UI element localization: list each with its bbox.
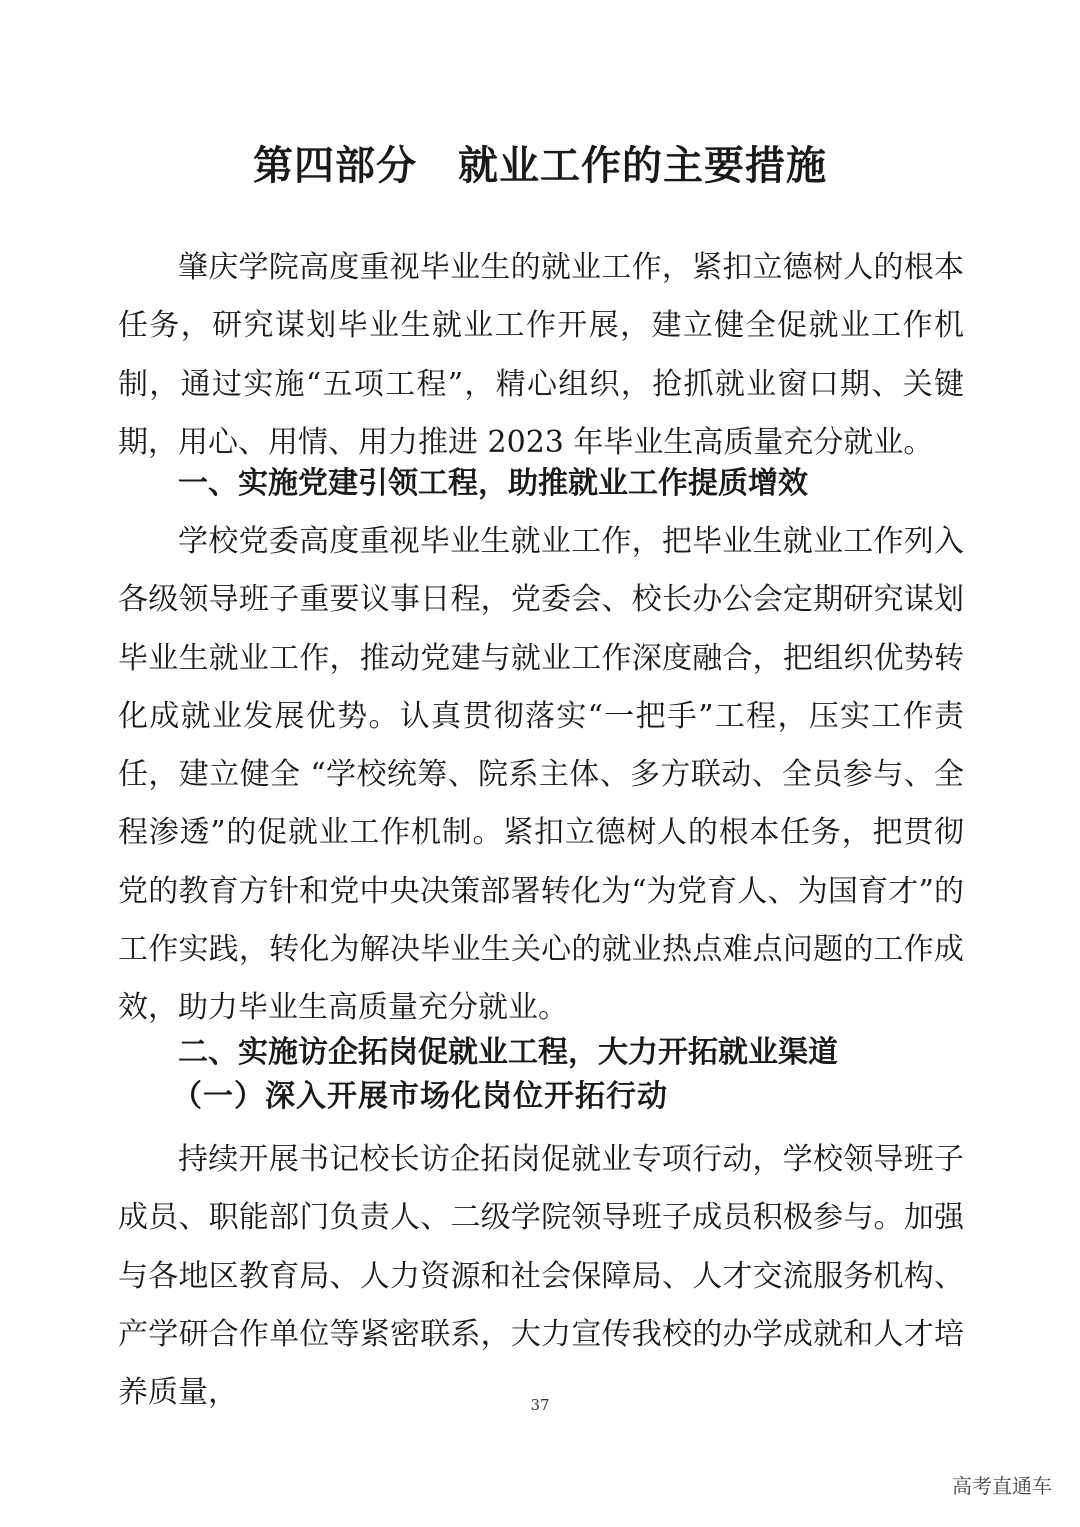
section-1-paragraph: 学校党委高度重视毕业生就业工作，把毕业生就业工作列入各级领导班子重要议事日程，党委会、校长办公会定期研究谋划毕业生就业工作，推动党建与就业工作深度融合，把组织优势转化成就业发展优势。认真贯彻落实“一把手”工程，压实工作责任，建立健全 “学校统筹、院系主体、多方联动、全员参与、全程渗透”的促就业工作机制。紧扣立德树人的根本任务，把贯彻党的教育方针和党中央决策部署转化为“为党育人、为国育才”的工作实践，转化为解决毕业生关心的就业热点难点问题的工作成效，助力毕业生高质量充分就业。 (118, 524, 964, 1026)
section-1-heading: 一、实施党建引领工程，助推就业工作提质增效 (178, 466, 808, 501)
section-2-heading: 二、实施访企拓岗促就业工程，大力开拓就业渠道 (178, 1035, 838, 1070)
page-number: 37 (530, 1396, 550, 1414)
page-title: 第四部分 就业工作的主要措施 (253, 143, 827, 189)
intro-paragraph: 肇庆学院高度重视毕业生的就业工作，紧扣立德树人的根本任务，研究谋划毕业生就业工作开展，建立健全促就业工作机制，通过实施“五项工程”，精心组织，抢抓就业窗口期、关键期，用心、用情、用力推进 2023 年毕业生高质量充分就业。 (118, 250, 964, 460)
watermark-text: 高考直通车 (952, 1474, 1052, 1498)
section-2-subheading: （一）深入开展市场化岗位开拓行动 (172, 1079, 668, 1114)
section-2-paragraph: 持续开展书记校长访企拓岗促就业专项行动，学校领导班子成员、职能部门负责人、二级学院领导班子成员积极参与。加强与各地区教育局、人力资源和社会保障局、人才交流服务机构、产学研合作单位等紧密联系，大力宣传我校的办学成就和人才培养质量， (118, 1142, 964, 1411)
